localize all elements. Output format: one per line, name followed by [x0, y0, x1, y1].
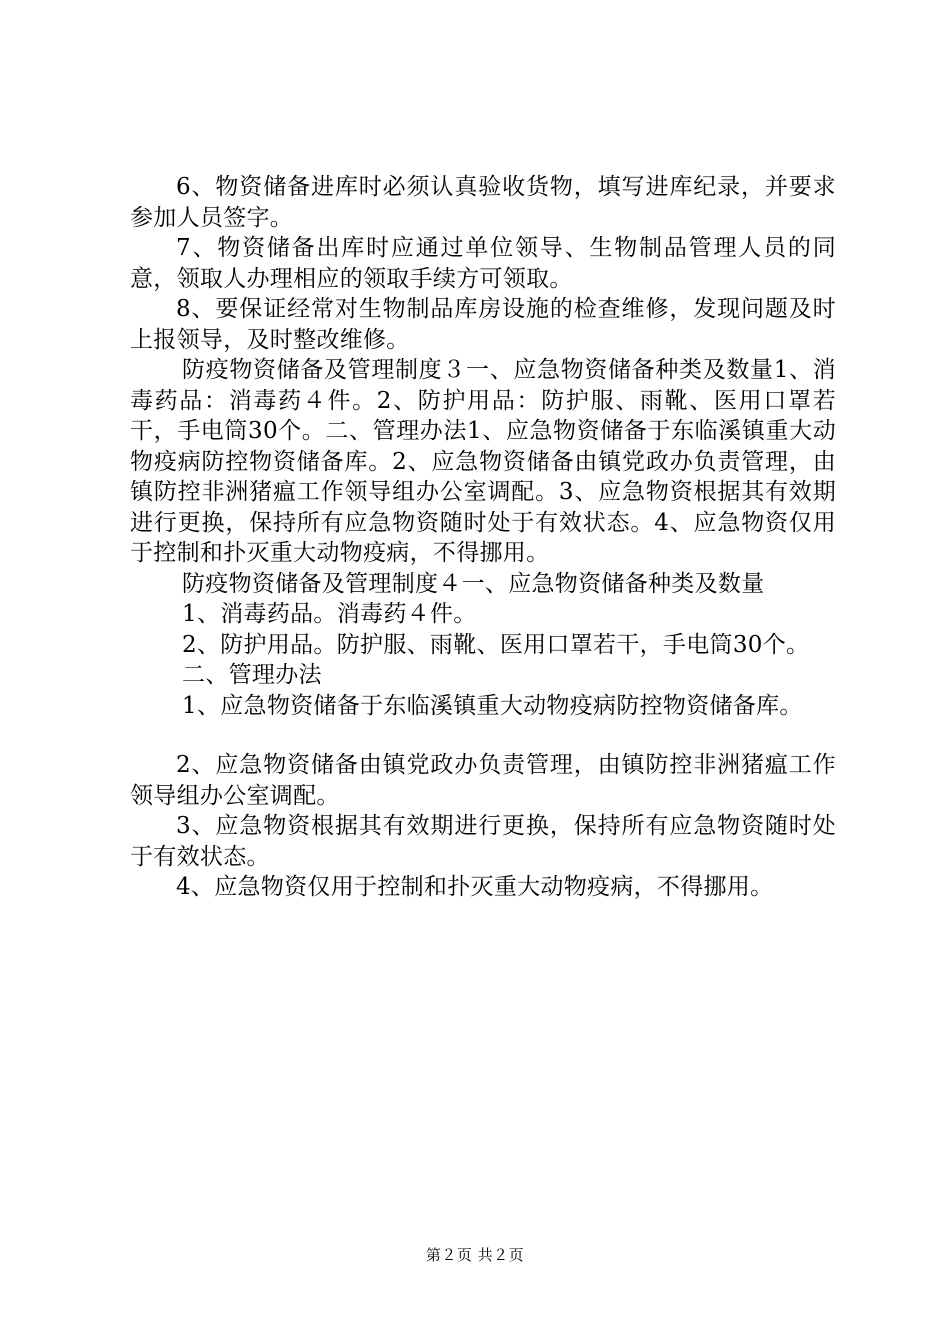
- paragraph-management-2: 2、应急物资储备由镇党政办负责管理，由镇防控非洲猪瘟工作领导组办公室调配。: [130, 752, 836, 809]
- paragraph-8: 8、要保证经常对生物制品库房设施的检查维修，发现问题及时上报领导，及时整改维修。: [130, 296, 836, 353]
- paragraph-protective-gear: 2、防护用品。防护服、雨靴、医用口罩若干，手电筒30个。: [182, 631, 810, 658]
- paragraph-management-1: 1、应急物资储备于东临溪镇重大动物疫病防控物资储备库。: [182, 692, 803, 719]
- paragraph-disinfectant: 1、消毒药品。消毒药４件。: [182, 601, 477, 627]
- paragraph-management-4: 4、应急物资仅用于控制和扑灭重大动物疫病，不得挪用。: [176, 874, 774, 900]
- paragraph-6: 6、物资储备进库时必须认真验收货物，填写进库纪录，并要求参加人员签字。: [130, 174, 836, 231]
- paragraph-7: 7、物资储备出库时应通过单位领导、生物制品管理人员的同意，领取人办理相应的领取手续方可领取。: [130, 235, 836, 292]
- document-body: [130, 172, 836, 903]
- page-number-footer: 第２页 共２页: [425, 1246, 525, 1264]
- paragraph-regulation-3: 防疫物资储备及管理制度３一、应急物资储备种类及数量1、消毒药品：消毒药４件。2、防护用品：防护服、雨靴、医用口罩若干，手电筒30个。二、管理办法1、应急物资储备于东临溪镇重大动物疫病防控物资储备库。2、应急物资储备由镇党政办负责管理，由镇防控非洲猪瘟工作领导组办公室调配。3、应急物资根据其有效期进行更换，保持所有应急物资随时处于有效状态。4、应急物资仅用于控制和扑灭重大动物疫病，不得挪用。: [130, 357, 836, 566]
- paragraph-regulation-4-heading: 防疫物资储备及管理制度４一、应急物资储备种类及数量: [182, 570, 765, 597]
- paragraph-management-heading: 二、管理办法: [182, 662, 322, 688]
- paragraph-management-3: 3、应急物资根据其有效期进行更换，保持所有应急物资随时处于有效状态。: [130, 813, 836, 870]
